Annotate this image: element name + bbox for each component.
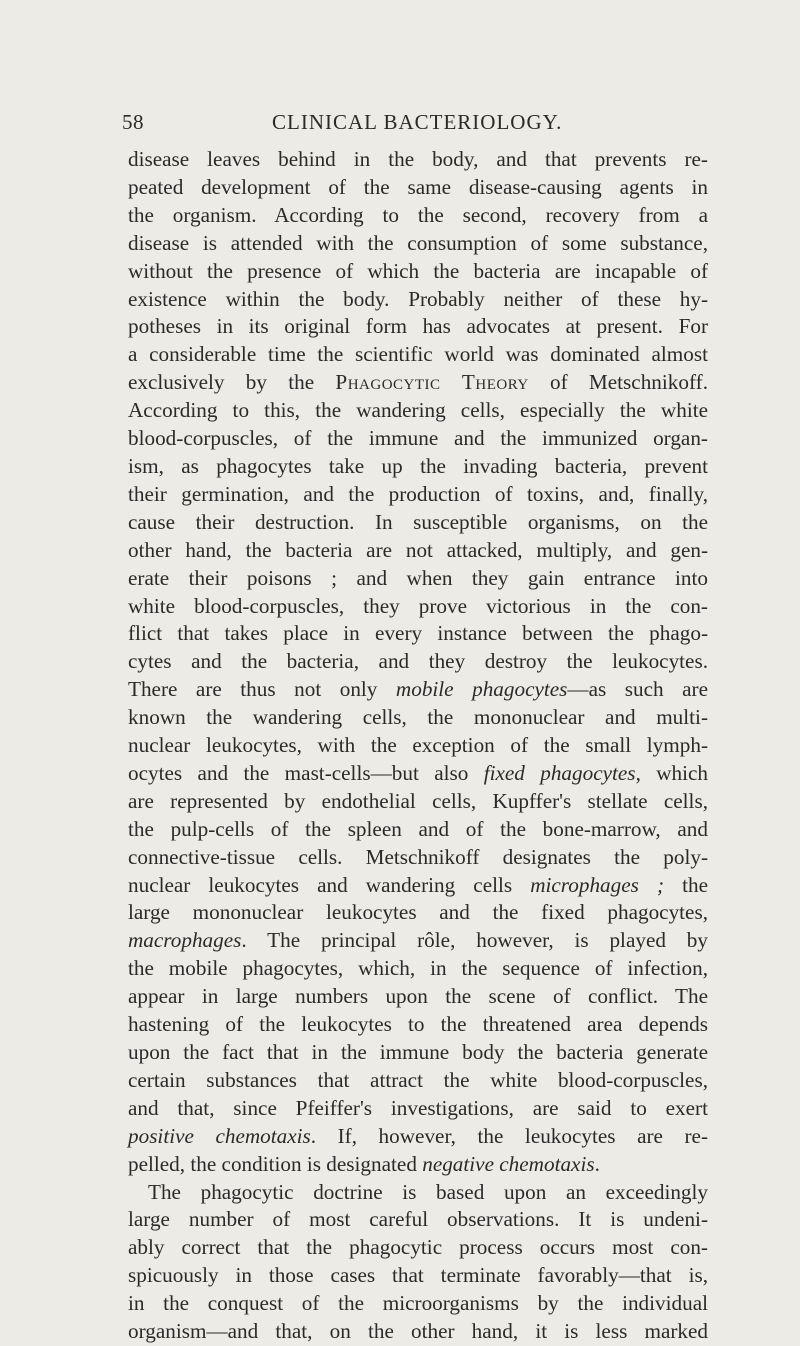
text-segment: peated development of the same disease-causing agents in <box>128 174 708 199</box>
italic-term: mobile phagocytes <box>395 677 568 702</box>
text-segment: potheses in its original form has advocates at present. For <box>128 314 708 339</box>
text-segment: in the conquest of the microorganisms by the individual <box>128 1291 708 1316</box>
italic-term: negative chemotaxis <box>422 1151 595 1176</box>
text-segment: ism, as phagocytes take up the invading bacteria, prevent <box>128 453 708 478</box>
text-line <box>128 788 708 816</box>
italic-term: positive chemotaxis <box>128 1123 311 1148</box>
text-line <box>128 1151 708 1179</box>
text-segment: organism—and that, on the other hand, it is less marked <box>128 1319 708 1344</box>
text-line <box>128 872 708 900</box>
text-segment: spicuously in those cases that terminate favorably—that is, <box>128 1263 708 1288</box>
text-line <box>128 537 708 565</box>
running-head: CLINICAL BACTERIOLOGY. <box>272 110 563 134</box>
text-segment: existence within the body. Probably neither of these hy- <box>128 286 708 311</box>
text-line <box>128 927 708 955</box>
text-segment: blood-corpuscles, of the immune and the immunized organ- <box>128 426 708 451</box>
text-segment: other hand, the bacteria are not attacked, multiply, and gen- <box>128 537 708 562</box>
text-line <box>128 146 708 174</box>
text-line <box>128 1262 708 1290</box>
text-line <box>128 286 708 314</box>
italic-term: fixed phagocytes <box>483 760 636 785</box>
italic-term: microphages ; <box>530 872 665 897</box>
text-segment: disease leaves behind in the body, and that prevents re- <box>128 147 708 171</box>
small-caps-term: Phagocytic Theory <box>335 370 529 395</box>
text-line <box>128 453 708 481</box>
text-line <box>128 593 708 621</box>
text-line <box>128 369 708 397</box>
text-line <box>128 955 708 983</box>
text-line <box>128 844 708 872</box>
text-segment: certain substances that attract the white blood-corpuscles, <box>128 1067 708 1092</box>
text-segment: are represented by endothelial cells, Kupffer's stellate cells, <box>128 788 708 813</box>
text-line <box>128 732 708 760</box>
text-line <box>128 1206 708 1234</box>
text-segment: upon the fact that in the immune body the bacteria generate <box>128 1040 708 1064</box>
text-segment: ably correct that the phagocytic process occurs most con- <box>128 1235 708 1260</box>
text-line <box>128 1290 708 1318</box>
text-segment: white blood-corpuscles, they prove victorious in the con- <box>128 593 708 618</box>
text-segment: There are thus not only <box>128 677 396 702</box>
text-segment: a considerable time the scientific world was dominated almost <box>128 342 708 367</box>
text-segment: the pulp-cells of the spleen and of the bone-marrow, and <box>128 816 708 841</box>
text-line <box>128 1234 708 1262</box>
text-segment: According to this, the wandering cells, especially the white <box>128 398 708 423</box>
text-segment: pelled, the condition is designated <box>128 1151 423 1176</box>
text-line <box>128 341 708 369</box>
text-line <box>128 313 708 341</box>
text-segment: . The principal rôle, however, is played by <box>241 928 708 953</box>
text-line <box>128 565 708 593</box>
text-segment: cytes and the bacteria, and they destroy the leukocytes. <box>128 649 708 674</box>
text-segment: erate their poisons ; and when they gain entrance into <box>128 565 708 590</box>
text-segment: the mobile phagocytes, which, in the sequence of infection, <box>128 956 708 981</box>
text-segment: appear in large numbers upon the scene of conflict. The <box>128 984 708 1009</box>
text-segment: known the wandering cells, the mononuclear and multi- <box>128 705 708 730</box>
body-text <box>128 146 708 1346</box>
text-segment: . <box>594 1151 600 1176</box>
text-segment: nuclear leukocytes and wandering cells <box>128 872 531 897</box>
text-segment: cause their destruction. In susceptible organisms, on the <box>128 509 708 534</box>
text-line <box>128 648 708 676</box>
text-segment: flict that takes place in every instance between the phago- <box>128 621 708 646</box>
text-line <box>128 704 708 732</box>
text-line <box>128 1095 708 1123</box>
text-line <box>128 202 708 230</box>
text-line <box>128 174 708 202</box>
text-segment: of Metschnikoff. <box>528 370 708 395</box>
text-segment: The phagocytic doctrine is based upon an exceedingly <box>148 1179 708 1204</box>
text-line <box>128 816 708 844</box>
text-segment: . If, however, the leukocytes are re- <box>310 1123 709 1148</box>
text-line <box>128 1067 708 1095</box>
text-segment: ocytes and the mast-cells—but also <box>128 760 484 785</box>
text-line <box>128 676 708 704</box>
text-segment: large number of most careful observations. It is undeni- <box>128 1207 708 1232</box>
text-line <box>128 397 708 425</box>
text-segment: exclusively by the <box>128 370 336 395</box>
text-line <box>128 1318 708 1346</box>
text-line <box>128 760 708 788</box>
text-segment: the <box>664 872 708 897</box>
text-segment: the organism. According to the second, recovery from a <box>128 202 708 227</box>
page-number: 58 <box>122 110 144 134</box>
page-header <box>122 110 702 140</box>
text-segment: and that, since Pfeiffer's investigations, are said to exert <box>128 1095 708 1120</box>
text-line <box>128 1011 708 1039</box>
text-segment: nuclear leukocytes, with the exception of the small lymph- <box>128 733 708 758</box>
text-line <box>128 1123 708 1151</box>
italic-term: macrophages <box>128 928 242 953</box>
text-segment: disease is attended with the consumption of some substance, <box>128 230 708 255</box>
text-segment: their germination, and the production of toxins, and, finally, <box>128 481 708 506</box>
text-segment: connective-tissue cells. Metschnikoff designates the poly- <box>128 844 708 869</box>
text-line <box>128 481 708 509</box>
text-line <box>128 230 708 258</box>
text-line <box>128 620 708 648</box>
text-line <box>128 1039 708 1067</box>
text-line <box>128 983 708 1011</box>
text-segment: without the presence of which the bacteria are incapable of <box>128 258 708 283</box>
text-segment: hastening of the leukocytes to the threatened area depends <box>128 1012 708 1037</box>
text-line <box>128 899 708 927</box>
text-line <box>128 1179 708 1207</box>
text-line <box>128 258 708 286</box>
text-segment: —as such are <box>567 677 708 702</box>
text-line <box>128 509 708 537</box>
text-line <box>128 425 708 453</box>
text-segment: , which <box>635 760 708 785</box>
text-segment: large mononuclear leukocytes and the fixed phagocytes, <box>128 900 708 925</box>
